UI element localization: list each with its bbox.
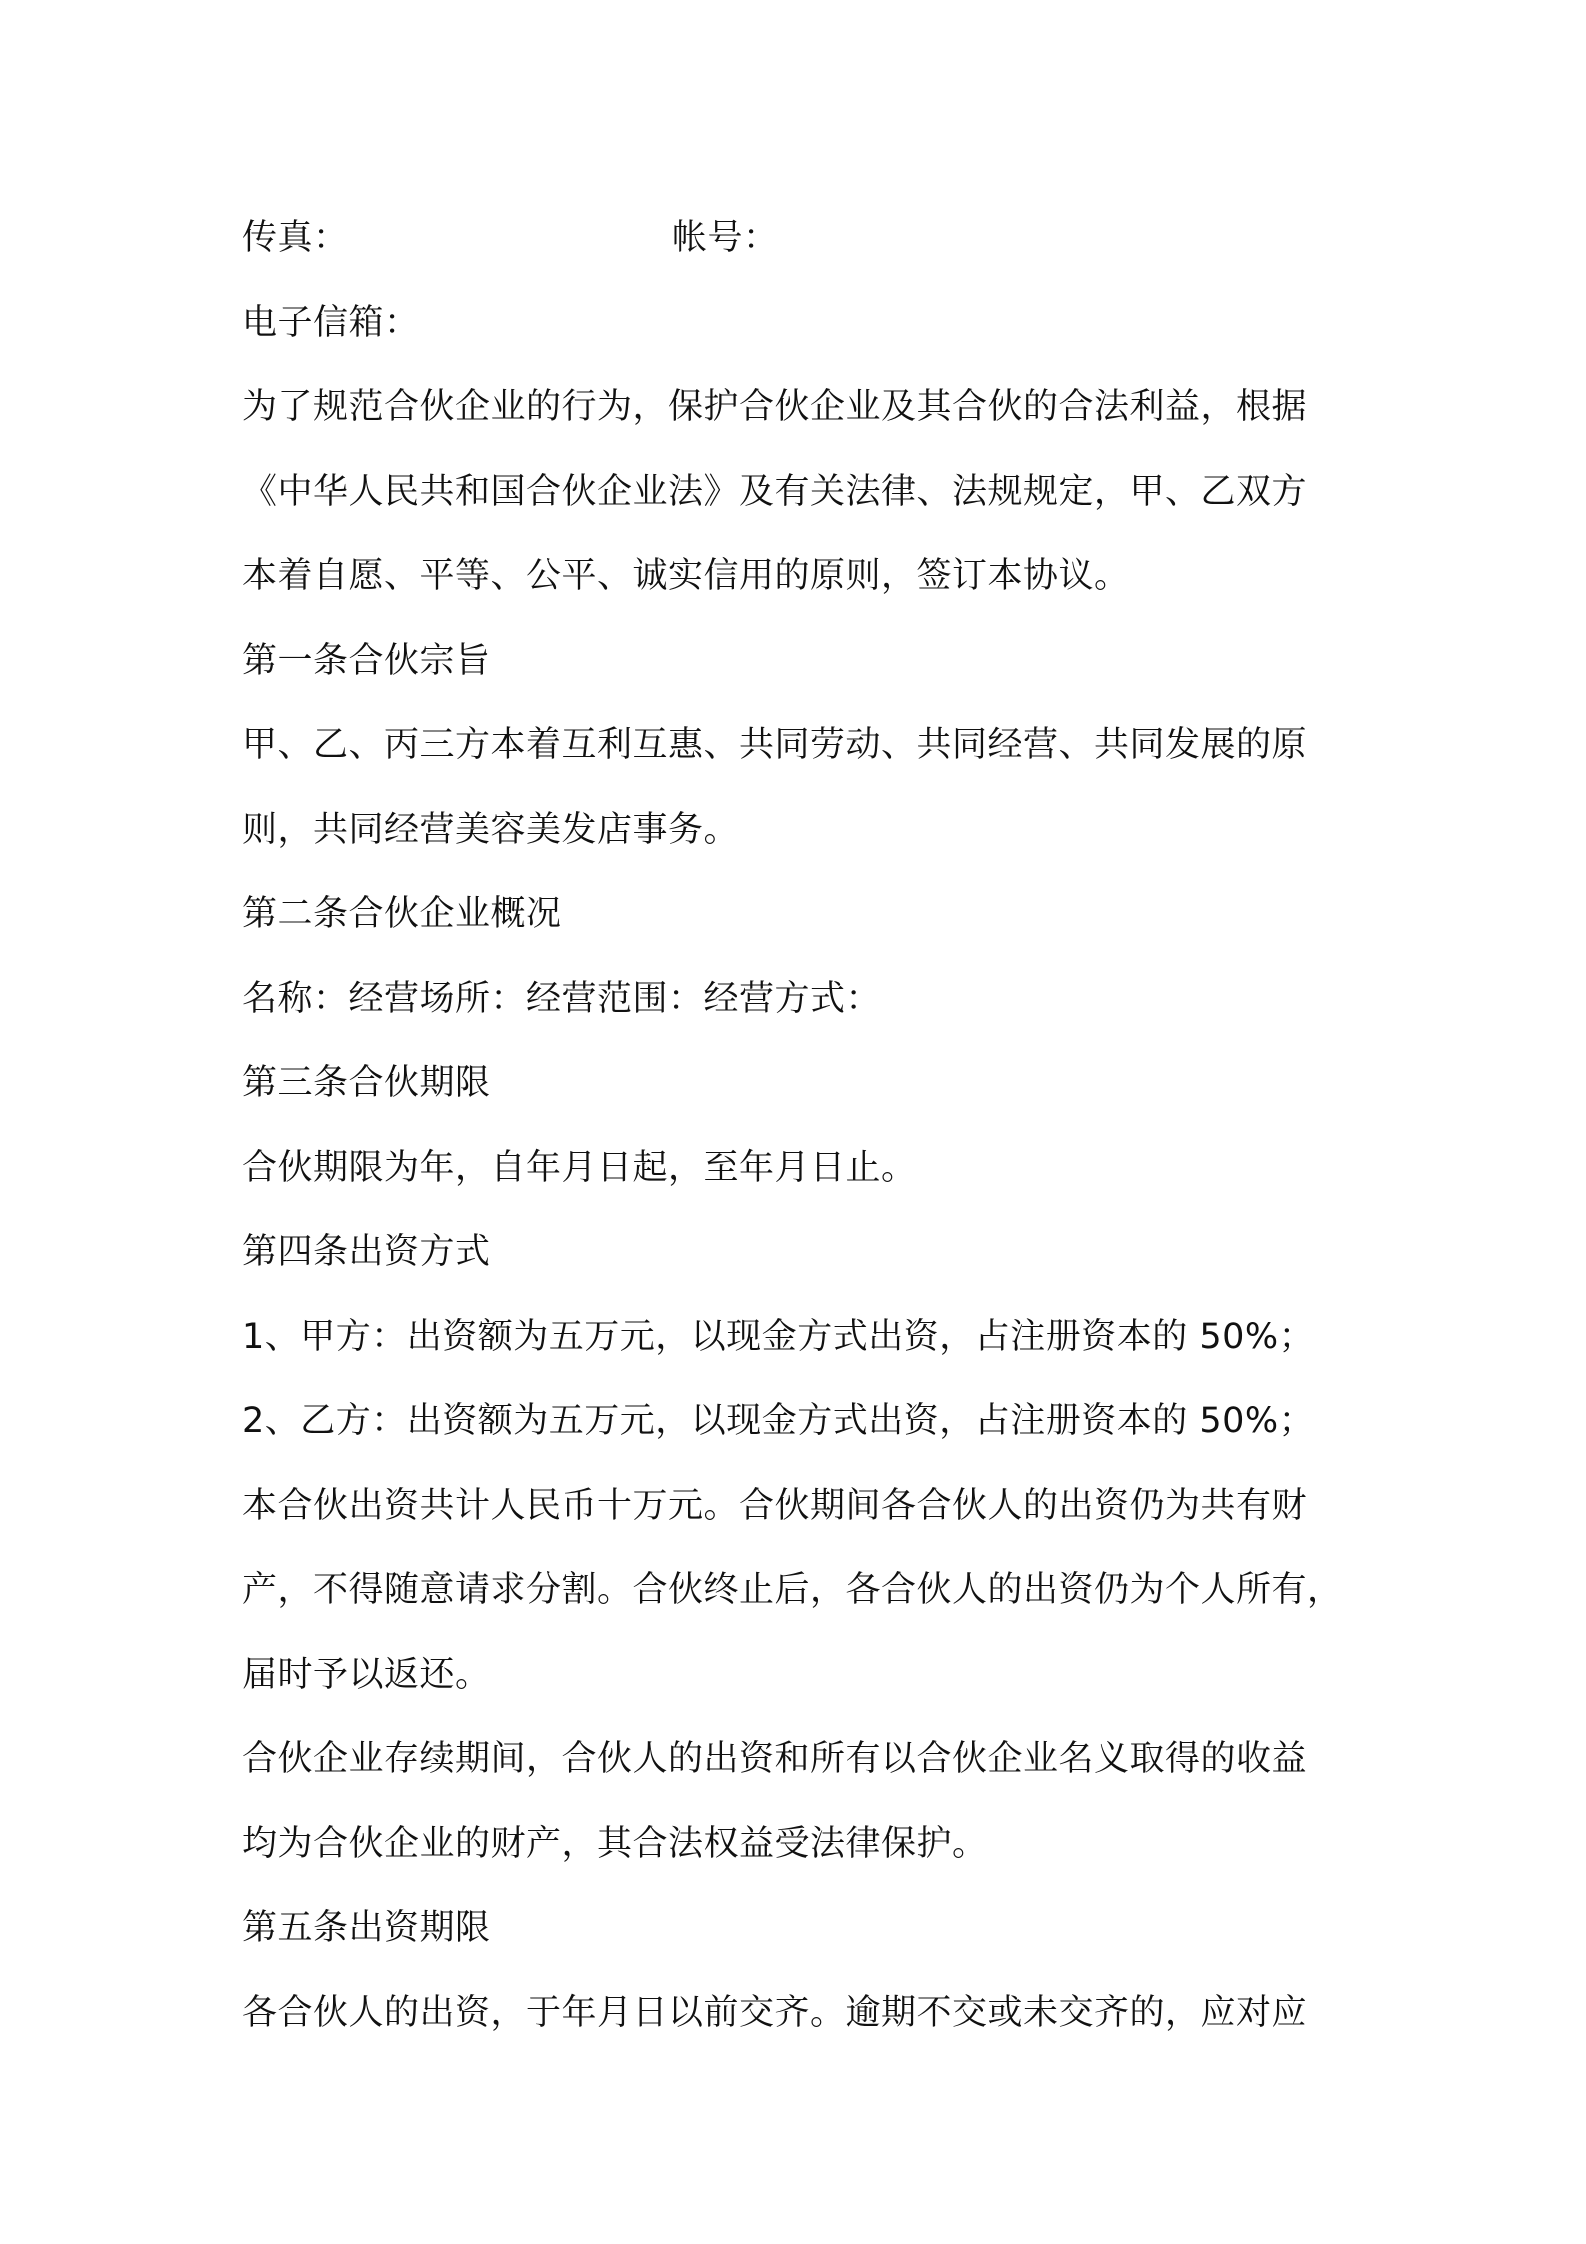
preamble-line: 《中华人民共和国合伙企业法》及有关法律、法规规定，甲、乙双方 (242, 471, 1308, 512)
article-line: 产，不得随意请求分割。合伙终止后，各合伙人的出资仍为个人所有， (242, 1570, 1343, 1610)
article-line: 各合伙人的出资，于年月日以前交齐。逾期不交或未交齐的，应对应 (242, 1992, 1308, 2033)
preamble-line: 本着自愿、平等、公平、诚实信用的原则，签订本协议。 (242, 556, 1130, 596)
article-line: 2、乙方：出资额为五万元，以现金方式出资，占注册资本的 50%； (242, 1401, 1315, 1441)
article-heading: 第一条合伙宗旨 (242, 640, 491, 681)
account-label: 帐号： (672, 218, 779, 258)
article-line: 届时予以返还。 (242, 1654, 491, 1695)
contact-row (242, 196, 1362, 281)
article-heading: 第四条出资方式 (242, 1232, 491, 1272)
article-heading: 第二条合伙企业概况 (242, 894, 562, 934)
article-line: 均为合伙企业的财产，其合法权益受法律保护。 (242, 1823, 988, 1864)
article-line: 合伙期限为年，自年月日起，至年月日止。 (242, 1147, 917, 1188)
email-label: 电子信箱： (242, 302, 420, 343)
article-line: 甲、乙、丙三方本着互利互惠、共同劳动、共同经营、共同发展的原 (242, 725, 1308, 765)
article-line: 合伙企业存续期间，合伙人的出资和所有以合伙企业名义取得的收益 (242, 1739, 1308, 1779)
article-heading: 第三条合伙期限 (242, 1063, 491, 1103)
article-line: 名称：经营场所：经营范围：经营方式： (242, 978, 882, 1019)
article-line: 1、甲方：出资额为五万元，以现金方式出资，占注册资本的 50%； (242, 1316, 1315, 1357)
article-heading: 第五条出资期限 (242, 1908, 491, 1948)
article-line: 则，共同经营美容美发店事务。 (242, 809, 740, 850)
article-line: 本合伙出资共计人民币十万元。合伙期间各合伙人的出资仍为共有财 (242, 1485, 1308, 1526)
preamble-line: 为了规范合伙企业的行为，保护合伙企业及其合伙的合法利益，根据 (242, 387, 1308, 427)
fax-label: 传真： (242, 218, 349, 258)
document-body (242, 196, 1362, 2055)
